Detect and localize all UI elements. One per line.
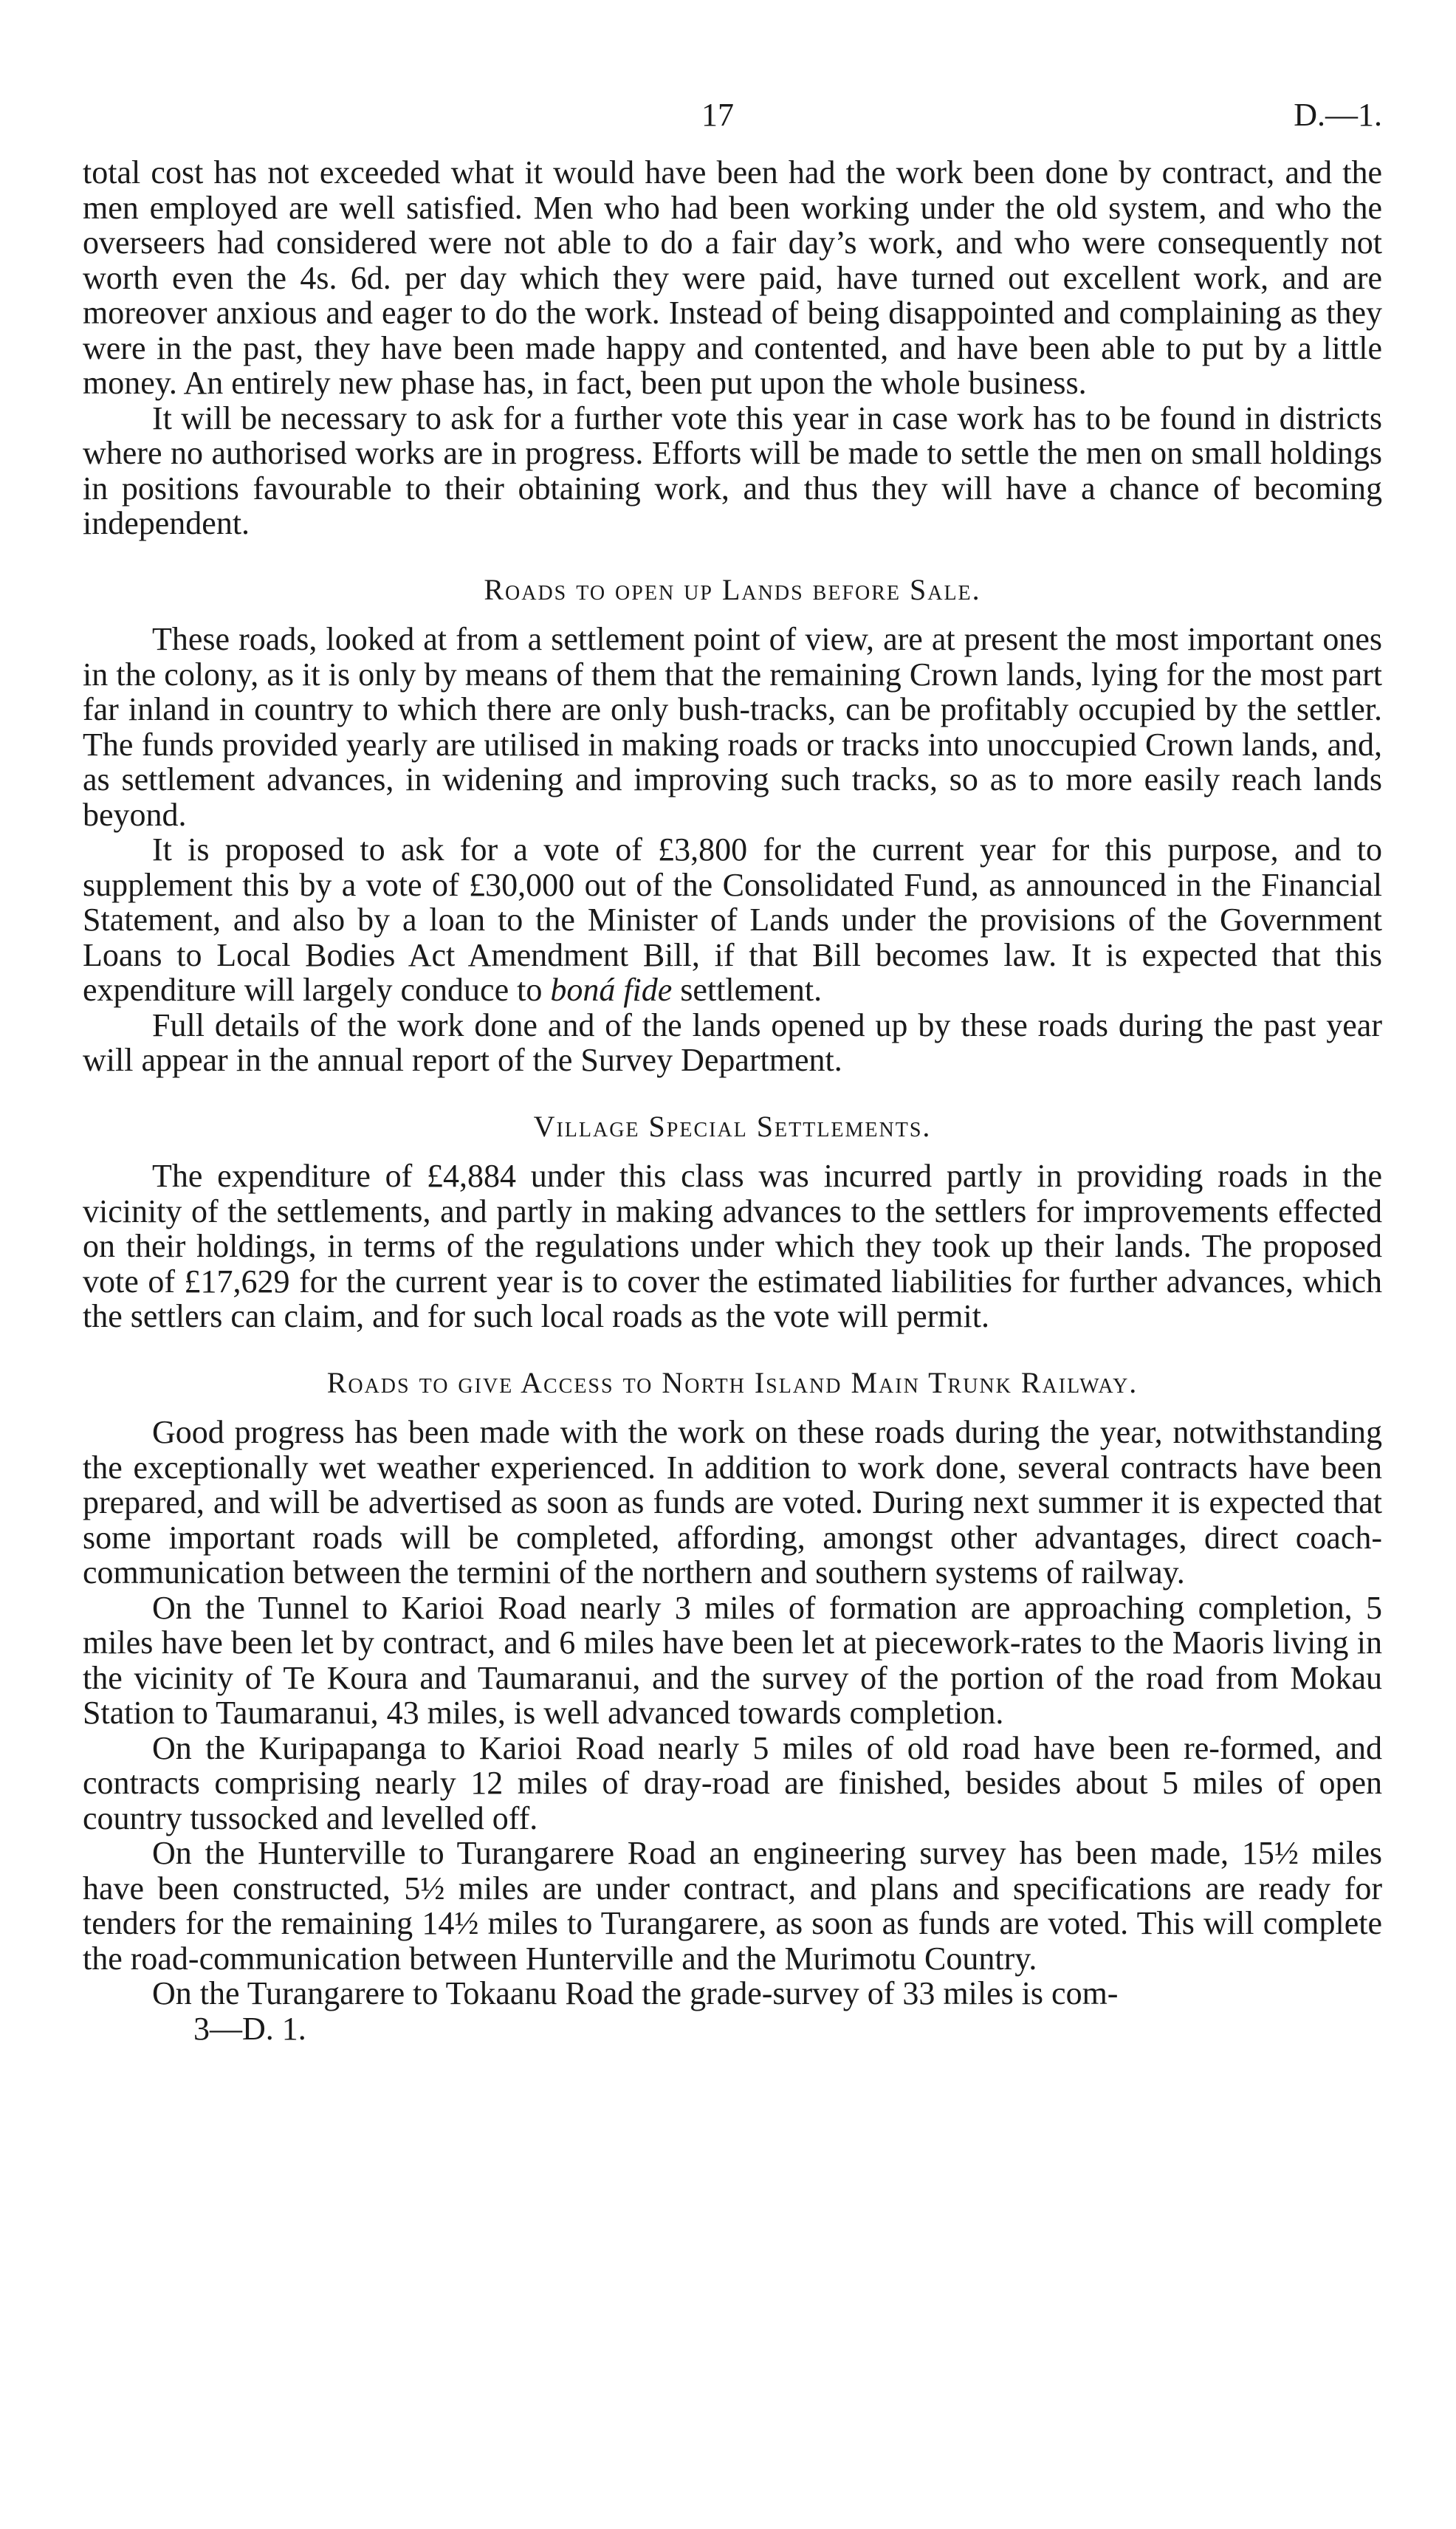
text-segment: settlement. bbox=[672, 972, 823, 1008]
section-heading-roads-before-sale: Roads to open up Lands before Sale. bbox=[484, 572, 981, 606]
paragraph-roads-importance: These roads, looked at from a settlement point of view, are at present the most important ones in the colony, as it is only by means of them that the remaining Crown lands, lying for the most part far inland in country to which there are only bush-tracks, can be profitably occupied by the settler. The funds provided yearly are utilised in making roads or tracks into unoccupied Crown lands, and, as settlement advances, in widening and improving such tracks, so as to more easily reach lands beyond. bbox=[83, 621, 1382, 833]
document-body bbox=[83, 155, 1382, 2011]
paragraph-tunnel-karioi: On the Tunnel to Karioi Road nearly 3 miles of formation are approaching completion, 5 miles have been let by contract, and 6 miles have been let at piecework-rates to the Maoris living in the vicinity of Te Koura and Taumaranui, and the survey of the portion of the road from Mokau Station to Taumaranui, 43 miles, is well advanced towards completion. bbox=[83, 1589, 1382, 1731]
text-segment: It is proposed to ask for a vote of £3,800 for the current year for this purpose, and to supplement this by a vote of £30,000 out of the Consolidated Fund, as announced in the Financial Statement, and also by a loan to the Minister of Lands under the provisions of the Government Loans to Local Bodies Act Amendment Bill, if that Bill becomes law. It is expected that this expenditure will largely conduce to bbox=[83, 831, 1382, 1008]
paragraph-roads-vote bbox=[83, 832, 1382, 1008]
paragraph-village-expenditure: The expenditure of £4,884 under this class was incurred partly in providing roads in the vicinity of the settlements, and partly in making advances to the settlers for improvements effected on their holdings, in terms of the regulations under which they took up their lands. The proposed vote of £17,629 for the current year is to cover the estimated liabilities for further advances, which the settlers can claim, and for such local roads as the vote will permit. bbox=[83, 1158, 1382, 1334]
section-heading-main-trunk-access: Roads to give Access to North Island Main Trunk Railway. bbox=[326, 1365, 1139, 1399]
paragraph-progress: Good progress has been made with the work on these roads during the year, notwithstanding the exceptionally wet weather experienced. In addition to work done, several contracts have been prepared, and will be advertised as soon as funds are voted. During next summer it is expected that some important roads will be completed, affording, amongst other advantages, direct coach-communication between the termini of the northern and southern systems of railway. bbox=[83, 1414, 1382, 1591]
page-number: 17 bbox=[701, 97, 734, 133]
paragraph-kuripapanga-karioi: On the Kuripapanga to Karioi Road nearly 5 miles of old road have been re-formed, and contracts comprising nearly 12 miles of dray-road are finished, besides about 5 miles of open country tussocked and levelled off. bbox=[83, 1729, 1382, 1836]
section-heading-village-settlements: Village Special Settlements. bbox=[533, 1109, 932, 1143]
page-header bbox=[83, 96, 1382, 155]
paragraph-continued: total cost has not exceeded what it would have been had the work been done by contract, and the men employed are well satisfied. Men who had been working under the old system, and who the overseers had considered were not able to do a fair day’s work, and who were consequently not worth even the 4s. 6d. per day which they were paid, have turned out excellent work, and are moreover anxious and eager to do the work. Instead of being disappointed and complaining as they were in the past, they have been made happy and contented, and have been able to put by a little money. An entirely new phase has, in fact, been put upon the whole business. bbox=[83, 154, 1382, 401]
document-reference: D.—1. bbox=[1294, 97, 1382, 133]
paragraph-roads-details: Full details of the work done and of the lands opened up by these roads during the past year will appear in the annual report of the Survey Department. bbox=[83, 1006, 1382, 1078]
paragraph-hunterville-turangarere: On the Hunterville to Turangarere Road an engineering survey has been made, 15½ miles have been constructed, 5½ miles are under contract, and plans and specifications are ready for tenders for the remaining 14½ miles to Turangarere, as soon as funds are voted. This will complete the road-communication between Hunterville and the Murimotu Country. bbox=[83, 1835, 1382, 1977]
document-page bbox=[83, 96, 1382, 2046]
italic-phrase: boná fide bbox=[550, 972, 673, 1008]
signature-mark: 3—D. 1. bbox=[193, 2010, 306, 2047]
paragraph-turangarere-tokaanu: On the Turangarere to Tokaanu Road the grade-survey of 33 miles is com- bbox=[152, 1975, 1119, 2011]
paragraph-further-vote: It will be necessary to ask for a further vote this year in case work has to be found in districts where no authorised works are in progress. Efforts will be made to settle the men on small holdings in positions favourable to their obtaining work, and thus they will have a chance of becoming independent. bbox=[83, 399, 1382, 541]
